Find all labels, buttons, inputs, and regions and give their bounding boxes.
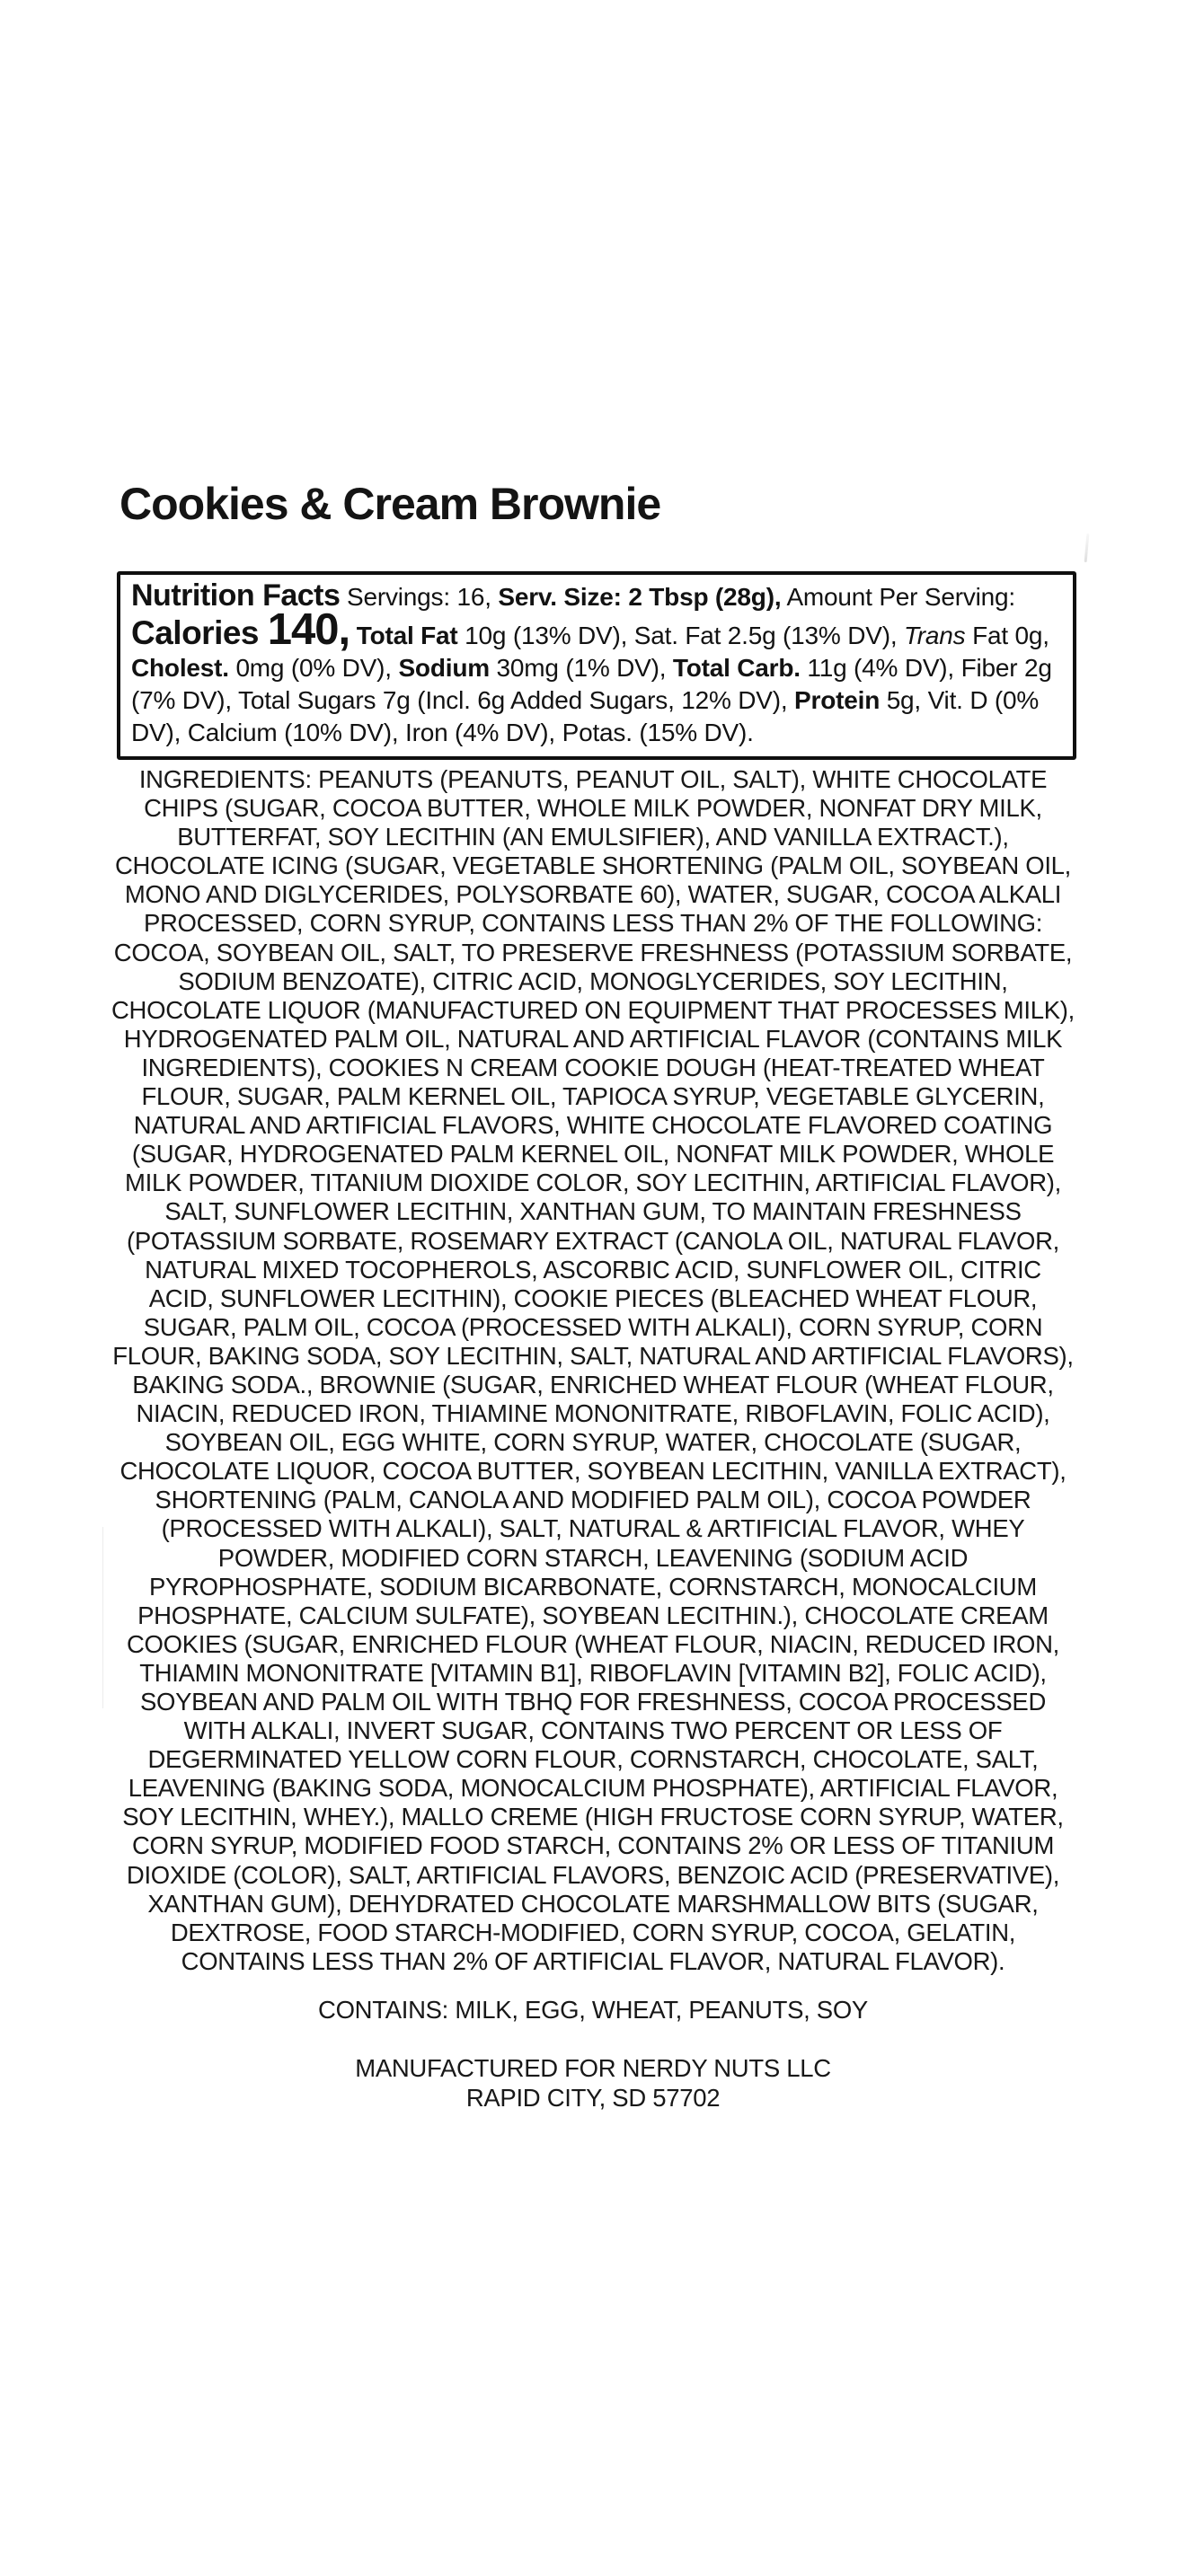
ingredients-line: DEGERMINATED YELLOW CORN FLOUR, CORNSTARCH, CHOCOLATE, SALT, [147,1745,1039,1774]
ingredients-line: CHIPS (SUGAR, COCOA BUTTER, WHOLE MILK POWDER, NONFAT DRY MILK, [144,794,1042,823]
ingredients-line: DEXTROSE, FOOD STARCH-MODIFIED, CORN SYRUP, COCOA, GELATIN, [170,1918,1016,1946]
nf-serving-size: Serv. Size: 2 Tbsp (28g), [498,583,782,611]
ingredients-line: CONTAINS LESS THAN 2% OF ARTIFICIAL FLAVOR, NATURAL FLAVOR). [181,1946,1005,1975]
ingredients-line: SALT, SUNFLOWER LECITHIN, XANTHAN GUM, TO MAINTAIN FRESHNESS [164,1197,1022,1226]
manufacturer-info [0,2053,1186,2113]
page-curl-artifact [1084,534,1090,562]
ingredients-line: BUTTERFAT, SOY LECITHIN (AN EMULSIFIER), AND VANILLA EXTRACT.), [177,823,1009,851]
ingredients-line: SUGAR, PALM OIL, COCOA (PROCESSED WITH ALKALI), CORN SYRUP, CORN [143,1312,1043,1341]
ingredients-section [99,765,1087,1976]
ingredients-line: (SUGAR, HYDROGENATED PALM KERNEL OIL, NONFAT MILK POWDER, WHOLE [131,1140,1055,1169]
ingredients-line: PHOSPHATE, CALCIUM SULFATE), SOYBEAN LECITHIN.), CHOCOLATE CREAM [137,1601,1049,1629]
ingredients-line: SHORTENING (PALM, CANOLA AND MODIFIED PALM OIL), COCOA POWDER [155,1486,1031,1514]
nutrition-facts-text [131,579,1062,749]
manufacturer-line2: RAPID CITY, SD 57702 [465,2084,721,2112]
ingredients-line: PROCESSED, CORN SYRUP, CONTAINS LESS THAN 2% OF THE FOLLOWING: [143,909,1043,938]
ingredients-line: CORN SYRUP, MODIFIED FOOD STARCH, CONTAINS 2% OR LESS OF TITANIUM [131,1831,1055,1860]
nf-trans-value: Fat 0g, [965,622,1049,649]
ingredients-line: XANTHAN GUM), DEHYDRATED CHOCOLATE MARSHMALLOW BITS (SUGAR, [147,1889,1039,1918]
ingredients-line: CHOCOLATE LIQUOR (MANUFACTURED ON EQUIPMENT THAT PROCESSES MILK), [111,995,1075,1024]
ingredients-line: SOYBEAN AND PALM OIL WITH TBHQ FOR FRESHNESS, COCOA PROCESSED [139,1688,1047,1716]
ingredients-line: PYROPHOSPHATE, SODIUM BICARBONATE, CORNSTARCH, MONOCALCIUM [149,1572,1037,1601]
manufacturer-line1: MANUFACTURED FOR NERDY NUTS LLC [355,2054,831,2082]
ingredients-line: MILK POWDER, TITANIUM DIOXIDE COLOR, SOY LECITHIN, ARTIFICIAL FLAVOR), [125,1169,1061,1197]
ingredients-line: NIACIN, REDUCED IRON, THIAMINE MONONITRATE, RIBOFLAVIN, FOLIC ACID), [136,1399,1050,1428]
nf-sep [350,622,357,649]
ingredients-line: MONO AND DIGLYCERIDES, POLYSORBATE 60), WATER, SUGAR, COCOA ALKALI [124,880,1062,909]
ingredients-line: NATURAL MIXED TOCOPHEROLS, ASCORBIC ACID, SUNFLOWER OIL, CITRIC [145,1255,1041,1284]
ingredients-line: INGREDIENTS), COOKIES N CREAM COOKIE DOUGH (HEAT-TREATED WHEAT [141,1053,1045,1081]
ingredients-line: INGREDIENTS: PEANUTS (PEANUTS, PEANUT OIL, SALT), WHITE CHOCOLATE [138,765,1048,793]
ingredients-line: THIAMIN MONONITRATE [VITAMIN B1], RIBOFLAVIN [VITAMIN B2], FOLIC ACID), [139,1658,1047,1687]
ingredients-line: COCOA, SOYBEAN OIL, SALT, TO PRESERVE FRESHNESS (POTASSIUM SORBATE, [113,938,1073,966]
ingredients-line: NATURAL AND ARTIFICIAL FLAVORS, WHITE CHOCOLATE FLAVORED COATING [133,1111,1053,1140]
ingredients-line: LEAVENING (BAKING SODA, MONOCALCIUM PHOSPHATE), ARTIFICIAL FLAVOR, [128,1774,1058,1803]
product-title: Cookies & Cream Brownie [119,479,661,529]
nf-protein-label: Protein [794,686,881,714]
ingredients-line: SOY LECITHIN, WHEY.), MALLO CREME (HIGH FRUCTOSE CORN SYRUP, WATER, [122,1803,1064,1831]
nutrition-facts-heading: Nutrition Facts [131,578,341,613]
nf-protein-value: 5g, Vit. D (0% DV), Calcium (10% DV), Iron (4% DV), Potas. (15% DV). [131,686,1040,746]
ingredients-line: HYDROGENATED PALM OIL, NATURAL AND ARTIFICIAL FLAVOR (CONTAINS MILK [123,1024,1063,1053]
ingredients-line: FLOUR, SUGAR, PALM KERNEL OIL, TAPIOCA SYRUP, VEGETABLE GLYCERIN, [141,1082,1045,1111]
ingredients-line: DIOXIDE (COLOR), SALT, ARTIFICIAL FLAVORS, BENZOIC ACID (PRESERVATIVE), [126,1860,1060,1889]
nf-total-carb-label: Total Carb. [672,654,801,682]
scan-seam-artifact [102,1527,103,1708]
nf-sodium-value: 30mg (1% DV), [489,654,673,682]
nf-calories-label: Calories [131,614,268,651]
ingredients-line: (POTASSIUM SORBATE, ROSEMARY EXTRACT (CANOLA OIL, NATURAL FLAVOR, [127,1226,1059,1255]
nf-sodium-label: Sodium [398,654,490,682]
ingredients-line: CHOCOLATE LIQUOR, COCOA BUTTER, SOYBEAN LECITHIN, VANILLA EXTRACT), [119,1457,1067,1486]
ingredients-line: ACID, SUNFLOWER LECITHIN), COOKIE PIECES (BLEACHED WHEAT FLOUR, [148,1284,1038,1312]
ingredients-line: WITH ALKALI, INVERT SUGAR, CONTAINS TWO PERCENT OR LESS OF [183,1716,1003,1745]
nf-calories-value: 140, [267,605,350,654]
nf-cholesterol-label: Cholest. [131,654,229,682]
ingredients-line: CHOCOLATE ICING (SUGAR, VEGETABLE SHORTENING (PALM OIL, SOYBEAN OIL, [114,851,1072,880]
ingredients-line: (PROCESSED WITH ALKALI), SALT, NATURAL & ARTIFICIAL FLAVOR, WHEY [161,1514,1025,1543]
nf-cholesterol-value: 0mg (0% DV), [228,654,399,682]
nf-amount-per-serving: Amount Per Serving: [781,583,1016,611]
nutrition-facts-panel [117,571,1076,760]
allergen-statement: CONTAINS: MILK, EGG, WHEAT, PEANUTS, SOY [318,1996,868,2024]
ingredients-line: FLOUR, BAKING SODA, SOY LECITHIN, SALT, NATURAL AND ARTIFICIAL FLAVORS), [112,1341,1074,1370]
nf-total-fat-value: 10g (13% DV), Sat. Fat 2.5g (13% DV), [457,622,904,649]
ingredients-line: BAKING SODA., BROWNIE (SUGAR, ENRICHED WHEAT FLOUR (WHEAT FLOUR, [132,1370,1054,1398]
nf-total-carb-value: 11g (4% DV), Fiber 2g (7% DV), Total Sugars 7g (Incl. 6g Added Sugars, 12% DV), [131,654,1052,714]
nf-trans-label: Trans [903,622,966,649]
ingredients-line: COOKIES (SUGAR, ENRICHED FLOUR (WHEAT FLOUR, NIACIN, REDUCED IRON, [126,1629,1060,1658]
nf-total-fat-label: Total Fat [356,622,458,649]
ingredients-line: SOYBEAN OIL, EGG WHITE, CORN SYRUP, WATER, CHOCOLATE (SUGAR, [164,1428,1022,1457]
nf-servings: Servings: 16, [340,583,499,611]
ingredients-line: SODIUM BENZOATE), CITRIC ACID, MONOGLYCERIDES, SOY LECITHIN, [178,966,1008,995]
ingredients-line: POWDER, MODIFIED CORN STARCH, LEAVENING (SODIUM ACID [217,1543,969,1572]
